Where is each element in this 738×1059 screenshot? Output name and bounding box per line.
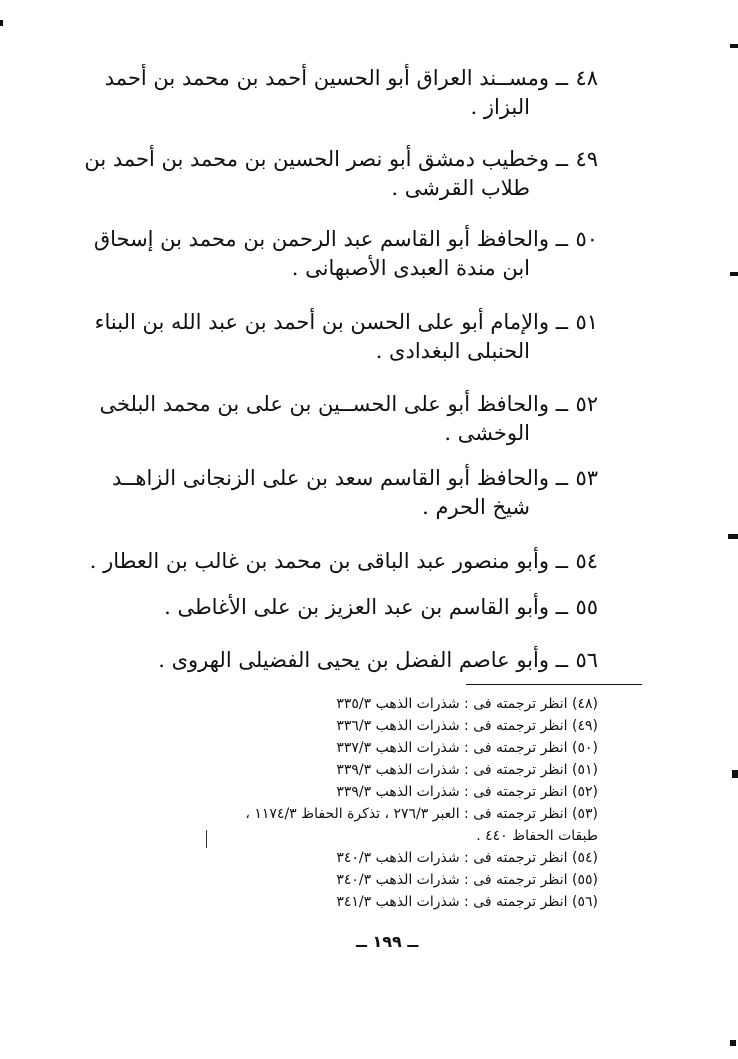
- scan-mark: [0, 20, 3, 26]
- entry-line-cont: طلاب القرشى .: [391, 176, 530, 200]
- entry-number: ٥١: [575, 310, 598, 334]
- footnote: (٥٠) انظر ترجمته فى : شذرات الذهب ٣٣٧/٣: [336, 740, 598, 756]
- footnote: (٥٦) انظر ترجمته فى : شذرات الذهب ٣٤١/٣: [336, 894, 598, 910]
- scan-mark: [730, 272, 738, 276]
- footnote: (٥١) انظر ترجمته فى : شذرات الذهب ٣٣٩/٣: [336, 762, 598, 778]
- footnote: (٥٤) انظر ترجمته فى : شذرات الذهب ٣٤٠/٣: [336, 850, 598, 866]
- entry-line: ــ والإمام أبو على الحسن بن أحمد بن عبد الله بن البناء: [94, 310, 568, 334]
- entry-line: ــ ومســند العراق أبو الحسين أحمد بن محمد بن أحمد: [104, 66, 568, 90]
- entry-number: ٥٣: [575, 466, 598, 490]
- entry-number: ٤٨: [575, 66, 598, 90]
- entry-number: ٥٥: [575, 595, 598, 619]
- footnote: (٤٨) انظر ترجمته فى : شذرات الذهب ٣٣٥/٣: [336, 696, 598, 712]
- entry-line: ــ وأبو القاسم بن عبد العزيز بن على الأغاطى .: [164, 595, 568, 619]
- entry-number: ٥٢: [575, 392, 598, 416]
- footnote: (٥٥) انظر ترجمته فى : شذرات الذهب ٣٤٠/٣: [336, 872, 598, 888]
- entry-line-cont: الوخشى .: [444, 421, 530, 445]
- entry-line-cont: شيخ الحرم .: [422, 495, 530, 519]
- entry-line-cont: الحنبلى البغدادى .: [375, 339, 530, 363]
- entry-line-cont: البزاز .: [470, 95, 530, 119]
- entry-number: ٥٦: [575, 648, 598, 672]
- entry-number: ٥٤: [575, 549, 598, 573]
- page-number: ــ ١٩٩ ــ: [356, 932, 419, 951]
- entry-line: ــ والحافظ أبو القاسم عبد الرحمن بن محمد بن إسحاق: [93, 227, 568, 251]
- footnote: (٥٣) انظر ترجمته فى : العبر ٢٧٦/٣ ، تذكرة الحفاظ ١١٧٤/٣ ،: [245, 806, 598, 822]
- entry-number: ٤٩: [575, 147, 598, 171]
- footnote-separator: [466, 684, 642, 685]
- footnote: (٤٩) انظر ترجمته فى : شذرات الذهب ٣٣٦/٣: [336, 718, 598, 734]
- entry-line: ــ والحافظ أبو القاسم سعد بن على الزنجانى الزاهــد: [112, 466, 568, 490]
- scan-mark: [730, 44, 738, 48]
- footnote: (٥٢) انظر ترجمته فى : شذرات الذهب ٣٣٩/٣: [336, 784, 598, 800]
- entry-number: ٥٠: [575, 227, 598, 251]
- entry-line: ــ والحافظ أبو على الحســين بن على بن محمد البلخى: [99, 392, 568, 416]
- scan-mark: [732, 770, 738, 778]
- scan-mark: [730, 1040, 736, 1046]
- entry-line: ــ وأبو عاصم الفضل بن يحيى الفضيلى الهروى .: [158, 648, 568, 672]
- footnote-cont: طبقات الحفاظ ٤٤٠ .: [476, 828, 598, 844]
- text-cursor: [206, 830, 207, 848]
- entry-line: ــ وخطيب دمشق أبو نصر الحسين بن محمد بن أحمد بن: [84, 147, 568, 171]
- entry-line: ــ وأبو منصور عبد الباقى بن محمد بن غالب بن العطار .: [89, 549, 568, 573]
- entry-line-cont: ابن مندة العبدى الأصبهانى .: [291, 256, 530, 280]
- scan-mark: [728, 534, 738, 539]
